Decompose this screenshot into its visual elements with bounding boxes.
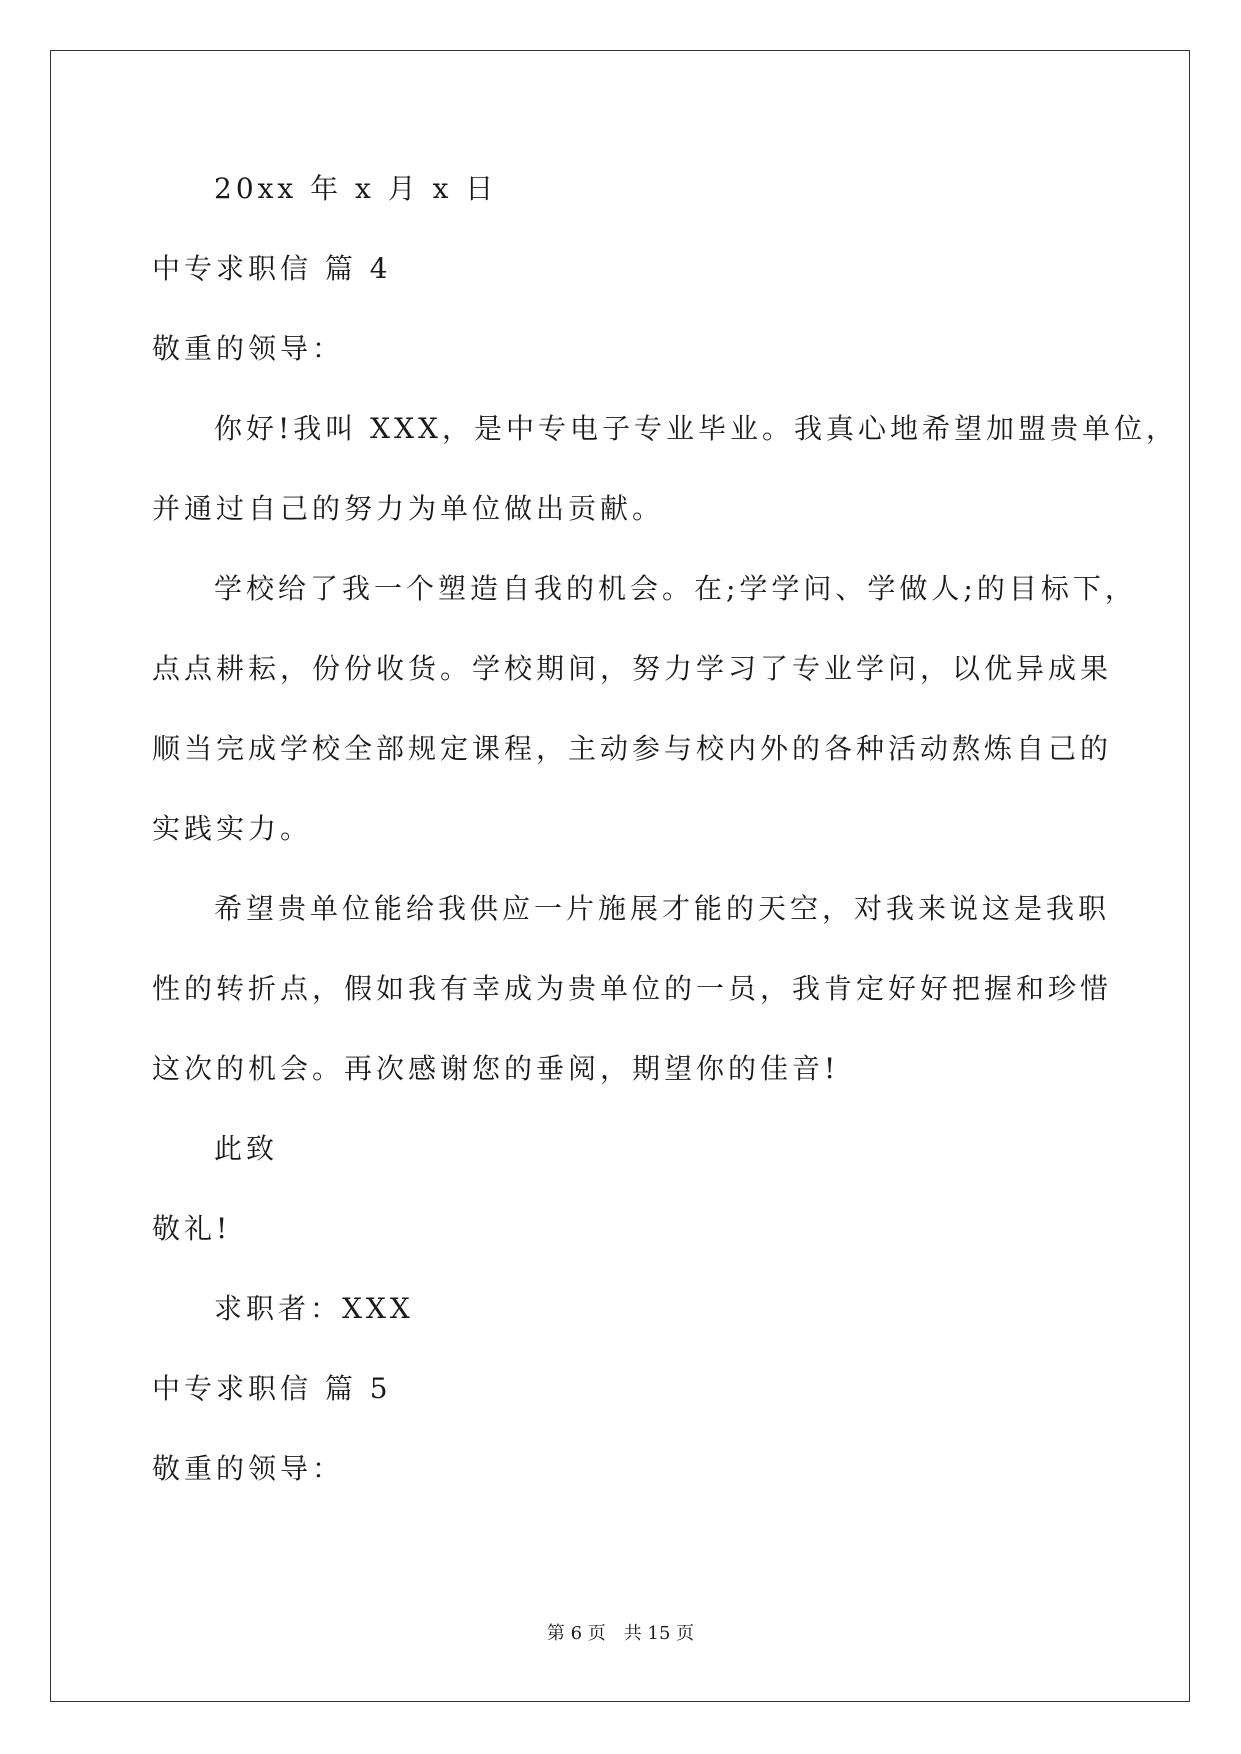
letter4-closing-2: 敬礼! (152, 1212, 232, 1245)
letter4-paragraph2-line3: 顺当完成学校全部规定课程，主动参与校内外的各种活动熬炼自己的 (152, 732, 1113, 765)
letter4-heading: 中专求职信 篇 4 (152, 252, 392, 285)
page-number-footer: 第 6 页 共 15 页 (546, 1623, 695, 1644)
letter4-closing-1: 此致 (214, 1132, 279, 1165)
letter4-paragraph3-line2: 性的转折点，假如我有幸成为贵单位的一员，我肯定好好把握和珍惜 (152, 972, 1113, 1005)
letter-date: 20xx 年 x 月 x 日 (214, 172, 498, 205)
letter4-paragraph3-line3: 这次的机会。再次感谢您的垂阅，期望你的佳音! (152, 1052, 840, 1085)
letter4-paragraph3-line1: 希望贵单位能给我供应一片施展才能的天空，对我来说这是我职 (214, 892, 1111, 925)
letter4-paragraph2-line2: 点点耕耘，份份收货。学校期间，努力学习了专业学问，以优异成果 (152, 652, 1113, 685)
letter4-paragraph2-line1: 学校给了我一个塑造自我的机会。在;学学问、学做人;的目标下， (214, 572, 1137, 605)
letter4-paragraph1-line2: 并通过自己的努力为单位做出贡献。 (152, 492, 665, 525)
letter4-paragraph1-line1: 你好!我叫 XXX，是中专电子专业毕业。我真心地希望加盟贵单位， (214, 412, 1178, 445)
letter5-salutation: 敬重的领导： (152, 1452, 345, 1485)
letter4-paragraph2-line4: 实践实力。 (152, 812, 313, 845)
letter4-salutation: 敬重的领导： (152, 332, 345, 365)
letter4-signature: 求职者：XXX (214, 1292, 414, 1325)
letter5-heading: 中专求职信 篇 5 (152, 1372, 392, 1405)
